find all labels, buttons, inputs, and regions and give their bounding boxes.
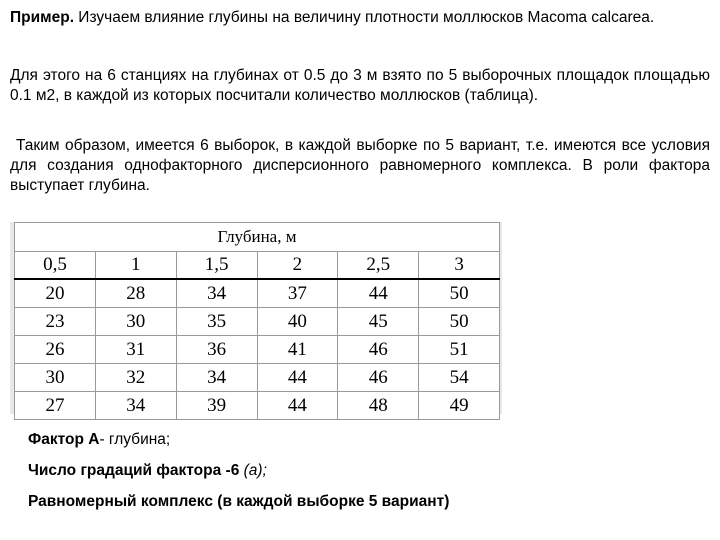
table-cell: 45 bbox=[338, 308, 419, 336]
table-cell: 27 bbox=[15, 392, 96, 420]
table-row bbox=[15, 279, 500, 308]
table-row bbox=[15, 336, 500, 364]
table-cell: 34 bbox=[176, 279, 257, 308]
table-cell: 39 bbox=[176, 392, 257, 420]
table-cell: 44 bbox=[257, 392, 338, 420]
table-cell: 50 bbox=[419, 279, 500, 308]
gradations-label: Число градаций фактора -6 bbox=[28, 462, 244, 479]
table-title-row bbox=[15, 223, 500, 252]
factor-line bbox=[28, 431, 170, 449]
table-cell: 44 bbox=[257, 364, 338, 392]
table-cell: 40 bbox=[257, 308, 338, 336]
table-row bbox=[15, 364, 500, 392]
table-cell: 23 bbox=[15, 308, 96, 336]
table-cell: 31 bbox=[95, 336, 176, 364]
table-cell: 32 bbox=[95, 364, 176, 392]
table-cell: 46 bbox=[338, 364, 419, 392]
table-cell: 26 bbox=[15, 336, 96, 364]
table-cell: 51 bbox=[419, 336, 500, 364]
table-cell: 34 bbox=[95, 392, 176, 420]
table-header-row bbox=[15, 252, 500, 280]
table-cell: 30 bbox=[95, 308, 176, 336]
column-header: 3 bbox=[419, 252, 500, 280]
table-cell: 34 bbox=[176, 364, 257, 392]
column-header: 1,5 bbox=[176, 252, 257, 280]
example-paragraph bbox=[10, 8, 710, 28]
conclusion-paragraph bbox=[10, 136, 710, 196]
depth-table bbox=[14, 222, 500, 420]
gradations-line bbox=[28, 462, 267, 480]
table-cell: 36 bbox=[176, 336, 257, 364]
table-cell: 37 bbox=[257, 279, 338, 308]
table-row bbox=[15, 308, 500, 336]
table-cell: 44 bbox=[338, 279, 419, 308]
example-text: Изучаем влияние глубины на величину плотности моллюсков Macoma calcarea. bbox=[74, 9, 655, 26]
table-title: Глубина, м bbox=[15, 223, 500, 252]
complex-line: Равномерный комплекс (в каждой выборке 5 вариант) bbox=[28, 493, 450, 510]
table-cell: 35 bbox=[176, 308, 257, 336]
table-cell: 54 bbox=[419, 364, 500, 392]
column-header: 2,5 bbox=[338, 252, 419, 280]
table-cell: 20 bbox=[15, 279, 96, 308]
factor-label: Фактор А bbox=[28, 431, 100, 448]
table-row bbox=[15, 392, 500, 420]
depth-table-frame bbox=[10, 222, 502, 414]
table-cell: 49 bbox=[419, 392, 500, 420]
table-cell: 48 bbox=[338, 392, 419, 420]
table-cell: 50 bbox=[419, 308, 500, 336]
conclusion-text: Таким образом, имеется 6 выборок, в каждой выборке по 5 вариант, т.е. имеются все условия для создания однофакторного дисперсионного равномерного комплекса. В роли фактора выступает глубина. bbox=[10, 137, 710, 194]
gradations-text: (а); bbox=[243, 462, 267, 479]
table-cell: 30 bbox=[15, 364, 96, 392]
column-header: 0,5 bbox=[15, 252, 96, 280]
example-lead: Пример. bbox=[10, 9, 74, 26]
table-cell: 46 bbox=[338, 336, 419, 364]
table-cell: 28 bbox=[95, 279, 176, 308]
column-header: 1 bbox=[95, 252, 176, 280]
column-header: 2 bbox=[257, 252, 338, 280]
table-cell: 41 bbox=[257, 336, 338, 364]
method-paragraph: Для этого на 6 станциях на глубинах от 0.5 до 3 м взято по 5 выборочных площадок площадью 0.1 м2, в каждой из которых посчитали количество моллюсков (таблица). bbox=[10, 67, 710, 104]
factor-text: - глубина; bbox=[99, 431, 171, 448]
